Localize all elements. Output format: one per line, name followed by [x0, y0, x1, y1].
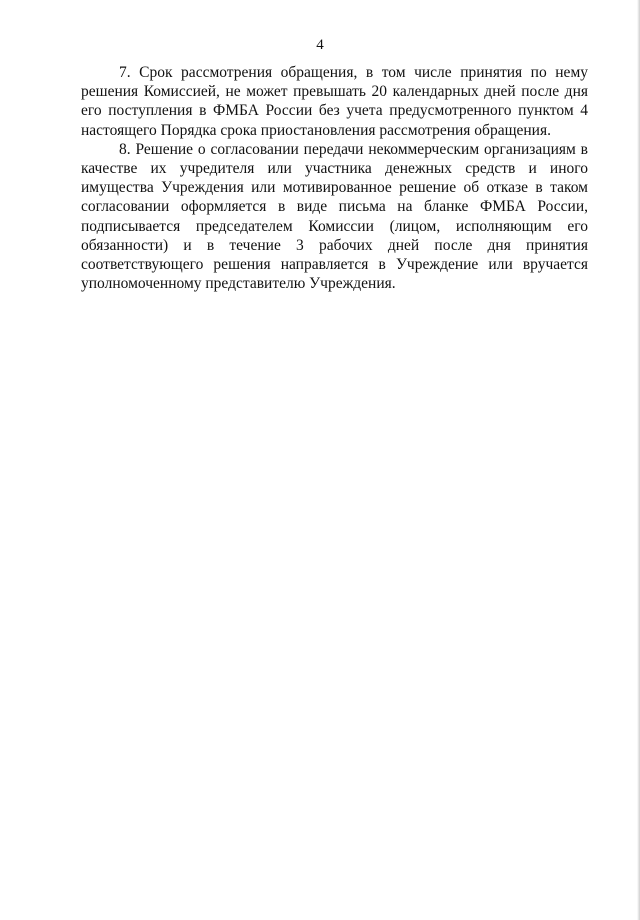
paragraph-7: 7. Срок рассмотрения обращения, в том числе принятия по нему решения Комиссией, не может превышать 20 календарных дней после дня его поступления в ФМБА России без учета предусмотренного пунктом 4 настоящего Порядка срока приостановления рассмотрения обращения.: [81, 64, 588, 139]
page-number: 4: [316, 37, 324, 53]
document-body: [81, 63, 588, 293]
paragraph-8: 8. Решение о согласовании передачи некоммерческим организациям в качестве их учредителя или участника денежных средств и иного имущества Учреждения или мотивированное решение об отказе в таком согласовании оформляется в виде письма на бланке ФМБА России, подписывается председателем Комиссии (лицом, исполняющим его обязанности) и в течение 3 рабочих дней после дня принятия соответствующего решения направляется в Учреждение или вручается уполномоченному представителю Учреждения.: [81, 140, 588, 293]
